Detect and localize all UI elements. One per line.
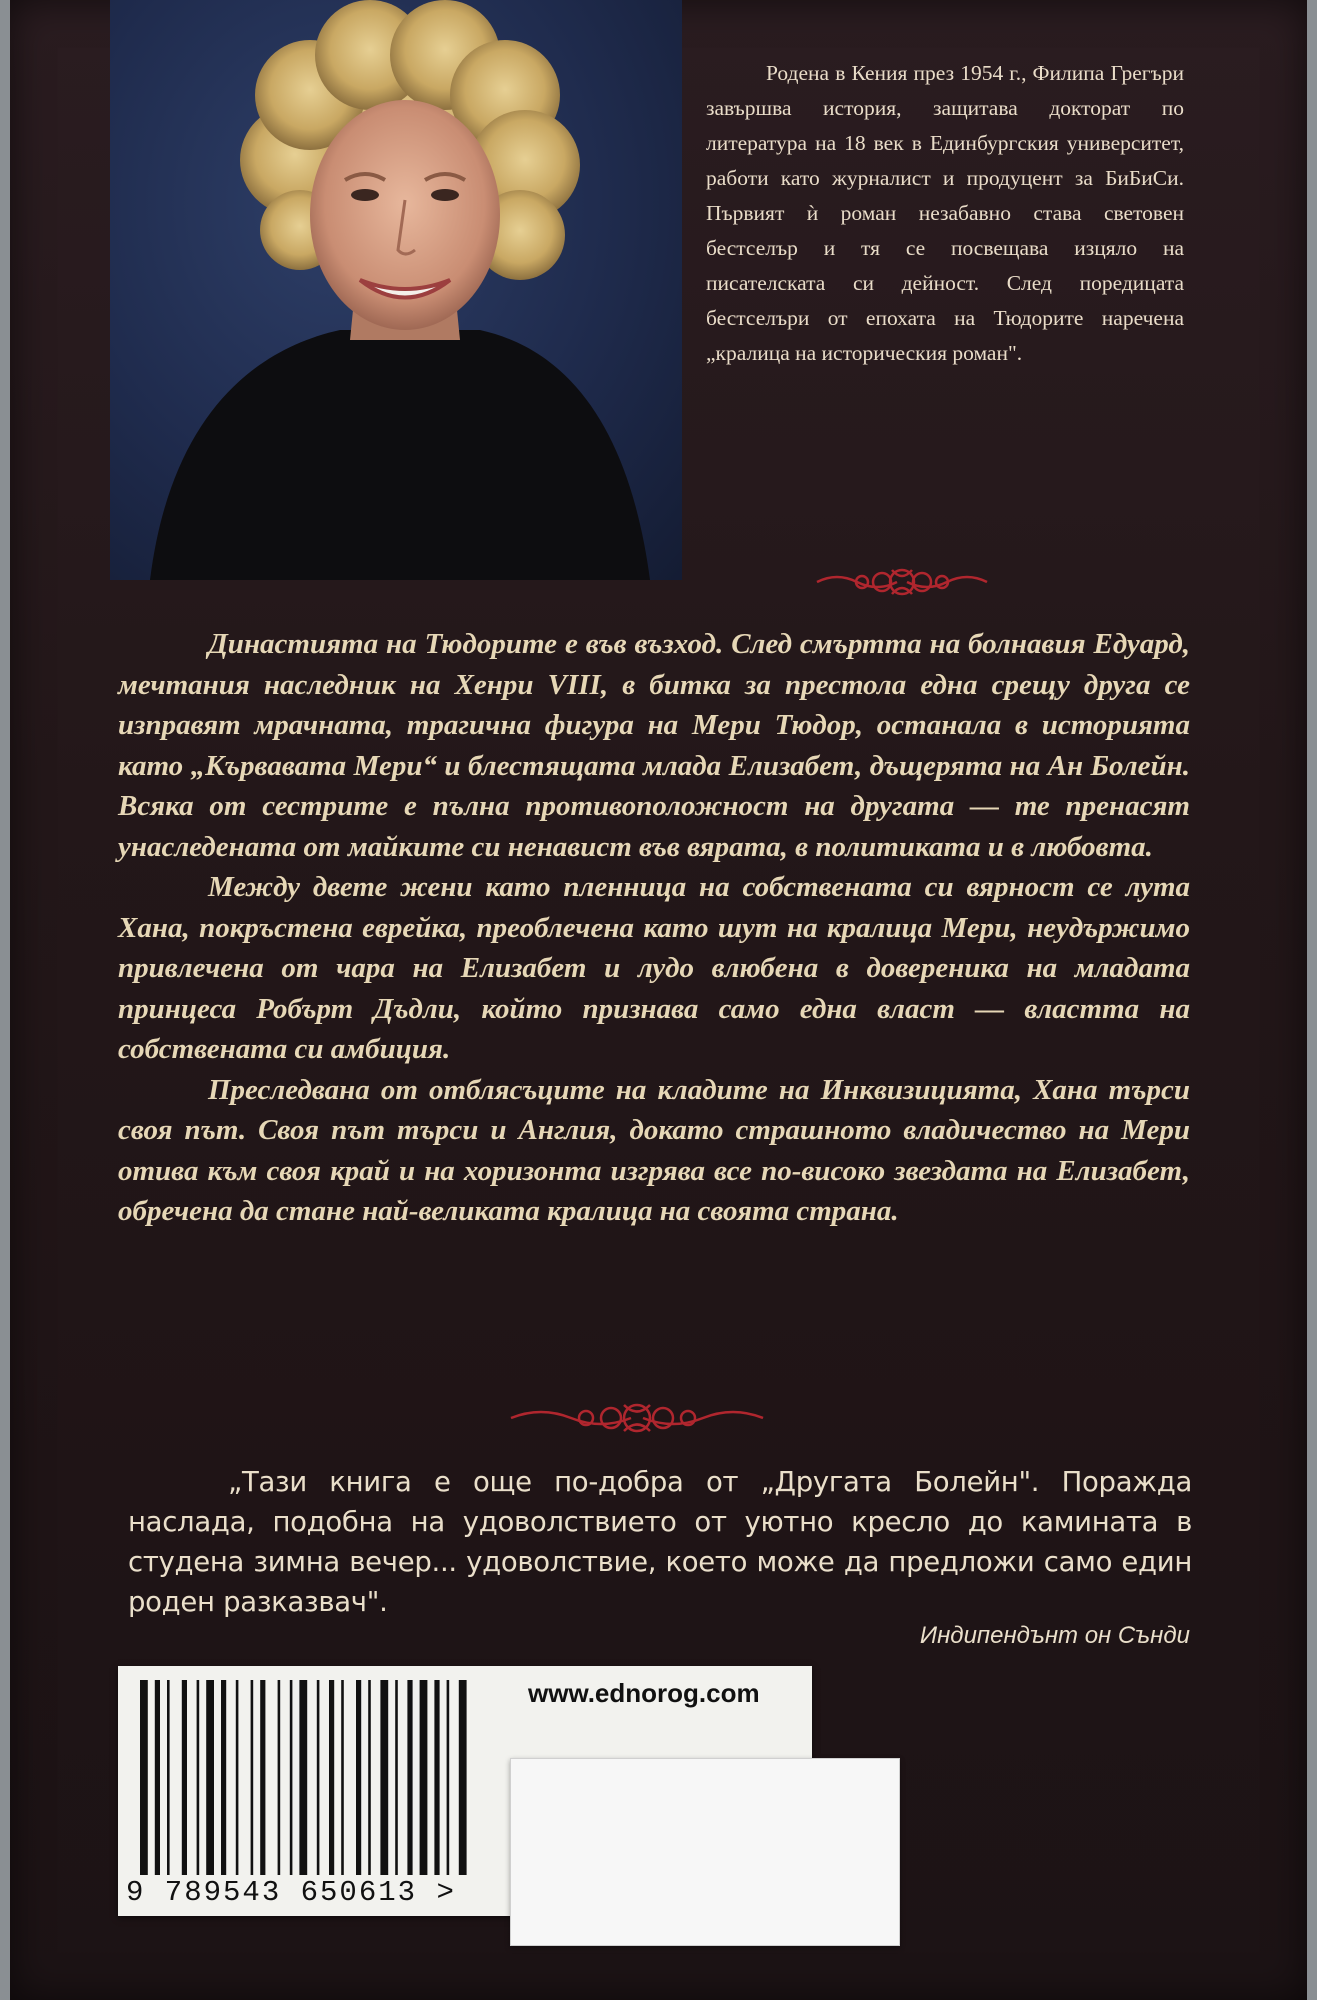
author-bio: Родена в Кения през 1954 г., Филипа Грегъри завършва история, защитава докторат по литература на 18 век в Единбургския университет, работи като журналист и продуцент за БиБиСи. Първият ѝ роман незабавно става световен бестселър и тя се посвещава изцяло на писателската си дейност. След поредицата бестселъри от епохата на Тюдорите наречена „кралица на историческия роман". [706,61,1184,365]
author-photo [110,0,682,580]
quote-source: Индипендънт он Сънди [919,1622,1190,1649]
decorative-divider [506,1398,768,1438]
press-quote: „Тази книга е още по-добра от „Другата Болейн". Поражда наслада, подобна на удоволствието от уютно кресло до камината в студена зимна вечер... удоволствие, което може да предложи само един роден разказвач". [128,1466,1192,1618]
decorative-divider [812,562,992,602]
isbn-number: 9 789543 650613 > [126,1876,456,1909]
publisher-website: www.ednorog.com [528,1678,760,1708]
synopsis-paragraph: Между двете жени като пленница на собствената си вярност се лута Хана, покръстена еврейка, преоблечена като шут на кралица Мери, неудържимо привлечена от чара на Елизабет и лудо влюбена в довереника на младата принцеса Робърт Дъдли, който признава само една власт — властта на собствената си амбиция. [118,871,1190,1065]
synopsis-paragraph: Династията на Тюдорите е във възход. След смъртта на болнавия Едуард, мечтания наследник на Хенри VIII, в битка за престола една срещу друга се изправят мрачната, трагична фигура на Мери Тюдор, останала в историята като „Кървавата Мери“ и блестящата млада Елизабет, дъщерята на Ан Болейн. Всяка от сестрите е пълна противоположност на другата — те пренасят унаследената от майките си ненавист във вярата, в политиката и в любовта. [118,628,1190,863]
book-synopsis [118,624,1190,1232]
synopsis-paragraph: Преследвана от отблясъците на кладите на Инквизицията, Хана търси своя път. Своя път търси и Англия, докато страшното владичество на Мери отива към своя край и на хоризонта изгрява все по-високо звездата на Елизабет, обречена да стане най-великата кралица на своята страна. [118,1073,1190,1227]
blank-price-label [510,1758,900,1946]
barcode-icon [140,1680,500,1875]
